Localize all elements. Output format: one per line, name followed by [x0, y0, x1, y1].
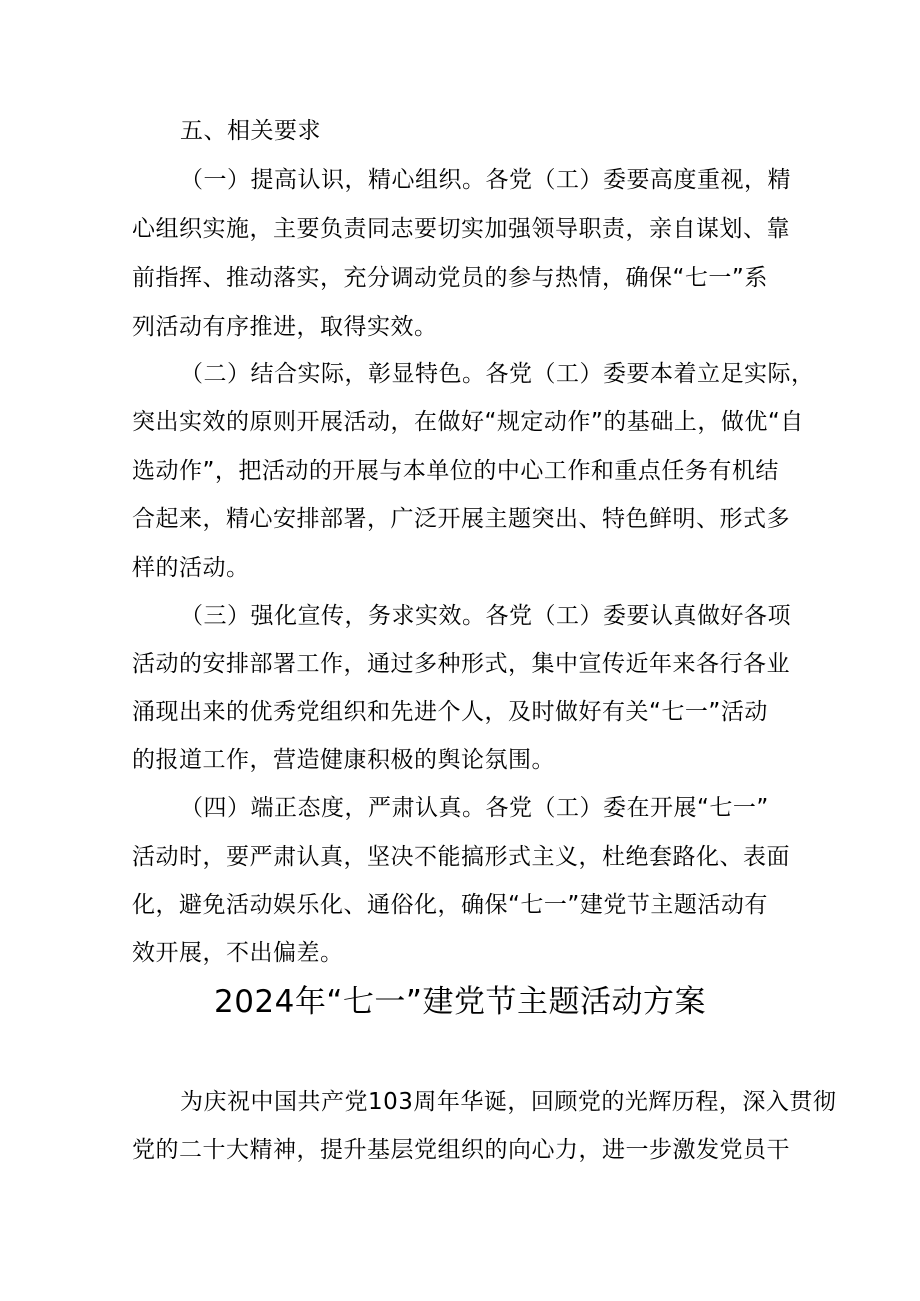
- paragraph-1-line-2: 心组织实施，主要负责同志要切实加强领导职责，亲自谋划、靠: [132, 216, 790, 242]
- paragraph-4-line-3: 化，避免活动娱乐化、通俗化，确保“七一”建党节主题活动有: [132, 892, 768, 918]
- paragraph-1-line-1: （一）提高认识，精心组织。各党（工）委要高度重视，精: [180, 167, 791, 193]
- paragraph-4-line-2: 活动时，要严肃认真，坚决不能搞形式主义，杜绝套路化、表面: [132, 844, 790, 870]
- intro-line-1: 为庆祝中国共产党103周年华诞，回顾党的光辉历程，深入贯彻: [180, 1089, 837, 1115]
- paragraph-4-line-1: （四）端正态度，严肃认真。各党（工）委在开展“七一”: [180, 795, 769, 821]
- paragraph-2-line-3: 选动作”，把活动的开展与本单位的中心工作和重点任务有机结: [132, 458, 779, 484]
- paragraph-4-line-4: 效开展，不出偏差。: [132, 940, 344, 966]
- paragraph-3-line-2: 活动的安排部署工作，通过多种形式，集中宣传近年来各行各业: [132, 651, 790, 677]
- paragraph-3-line-3: 涌现出来的优秀党组织和先进个人，及时做好有关“七一”活动: [132, 699, 768, 725]
- paragraph-2-line-5: 样的活动。: [132, 555, 250, 581]
- paragraph-1-line-4: 列活动有序推进，取得实效。: [132, 314, 438, 340]
- paragraph-3-line-4: 的报道工作，营造健康积极的舆论氛围。: [132, 747, 555, 773]
- paragraph-2-line-1: （二）结合实际，彰显特色。各党（工）委要本着立足实际，: [180, 361, 815, 387]
- intro-line-2: 党的二十大精神，提升基层党组织的向心力，进一步激发党员干: [132, 1137, 790, 1163]
- paragraph-3-line-1: （三）强化宣传，务求实效。各党（工）委要认真做好各项: [180, 603, 791, 629]
- paragraph-2-line-4: 合起来，精心安排部署，广泛开展主题突出、特色鲜明、形式多: [132, 506, 790, 532]
- paragraph-1-line-3: 前指挥、推动落实，充分调动党员的参与热情，确保“七一”系: [132, 265, 768, 291]
- paragraph-2-line-2: 突出实效的原则开展活动，在做好“规定动作”的基础上，做优“自: [132, 409, 804, 435]
- document-title: 2024年“七一”建党节主题活动方案: [213, 984, 706, 1020]
- section-heading: 五、相关要求: [180, 118, 321, 144]
